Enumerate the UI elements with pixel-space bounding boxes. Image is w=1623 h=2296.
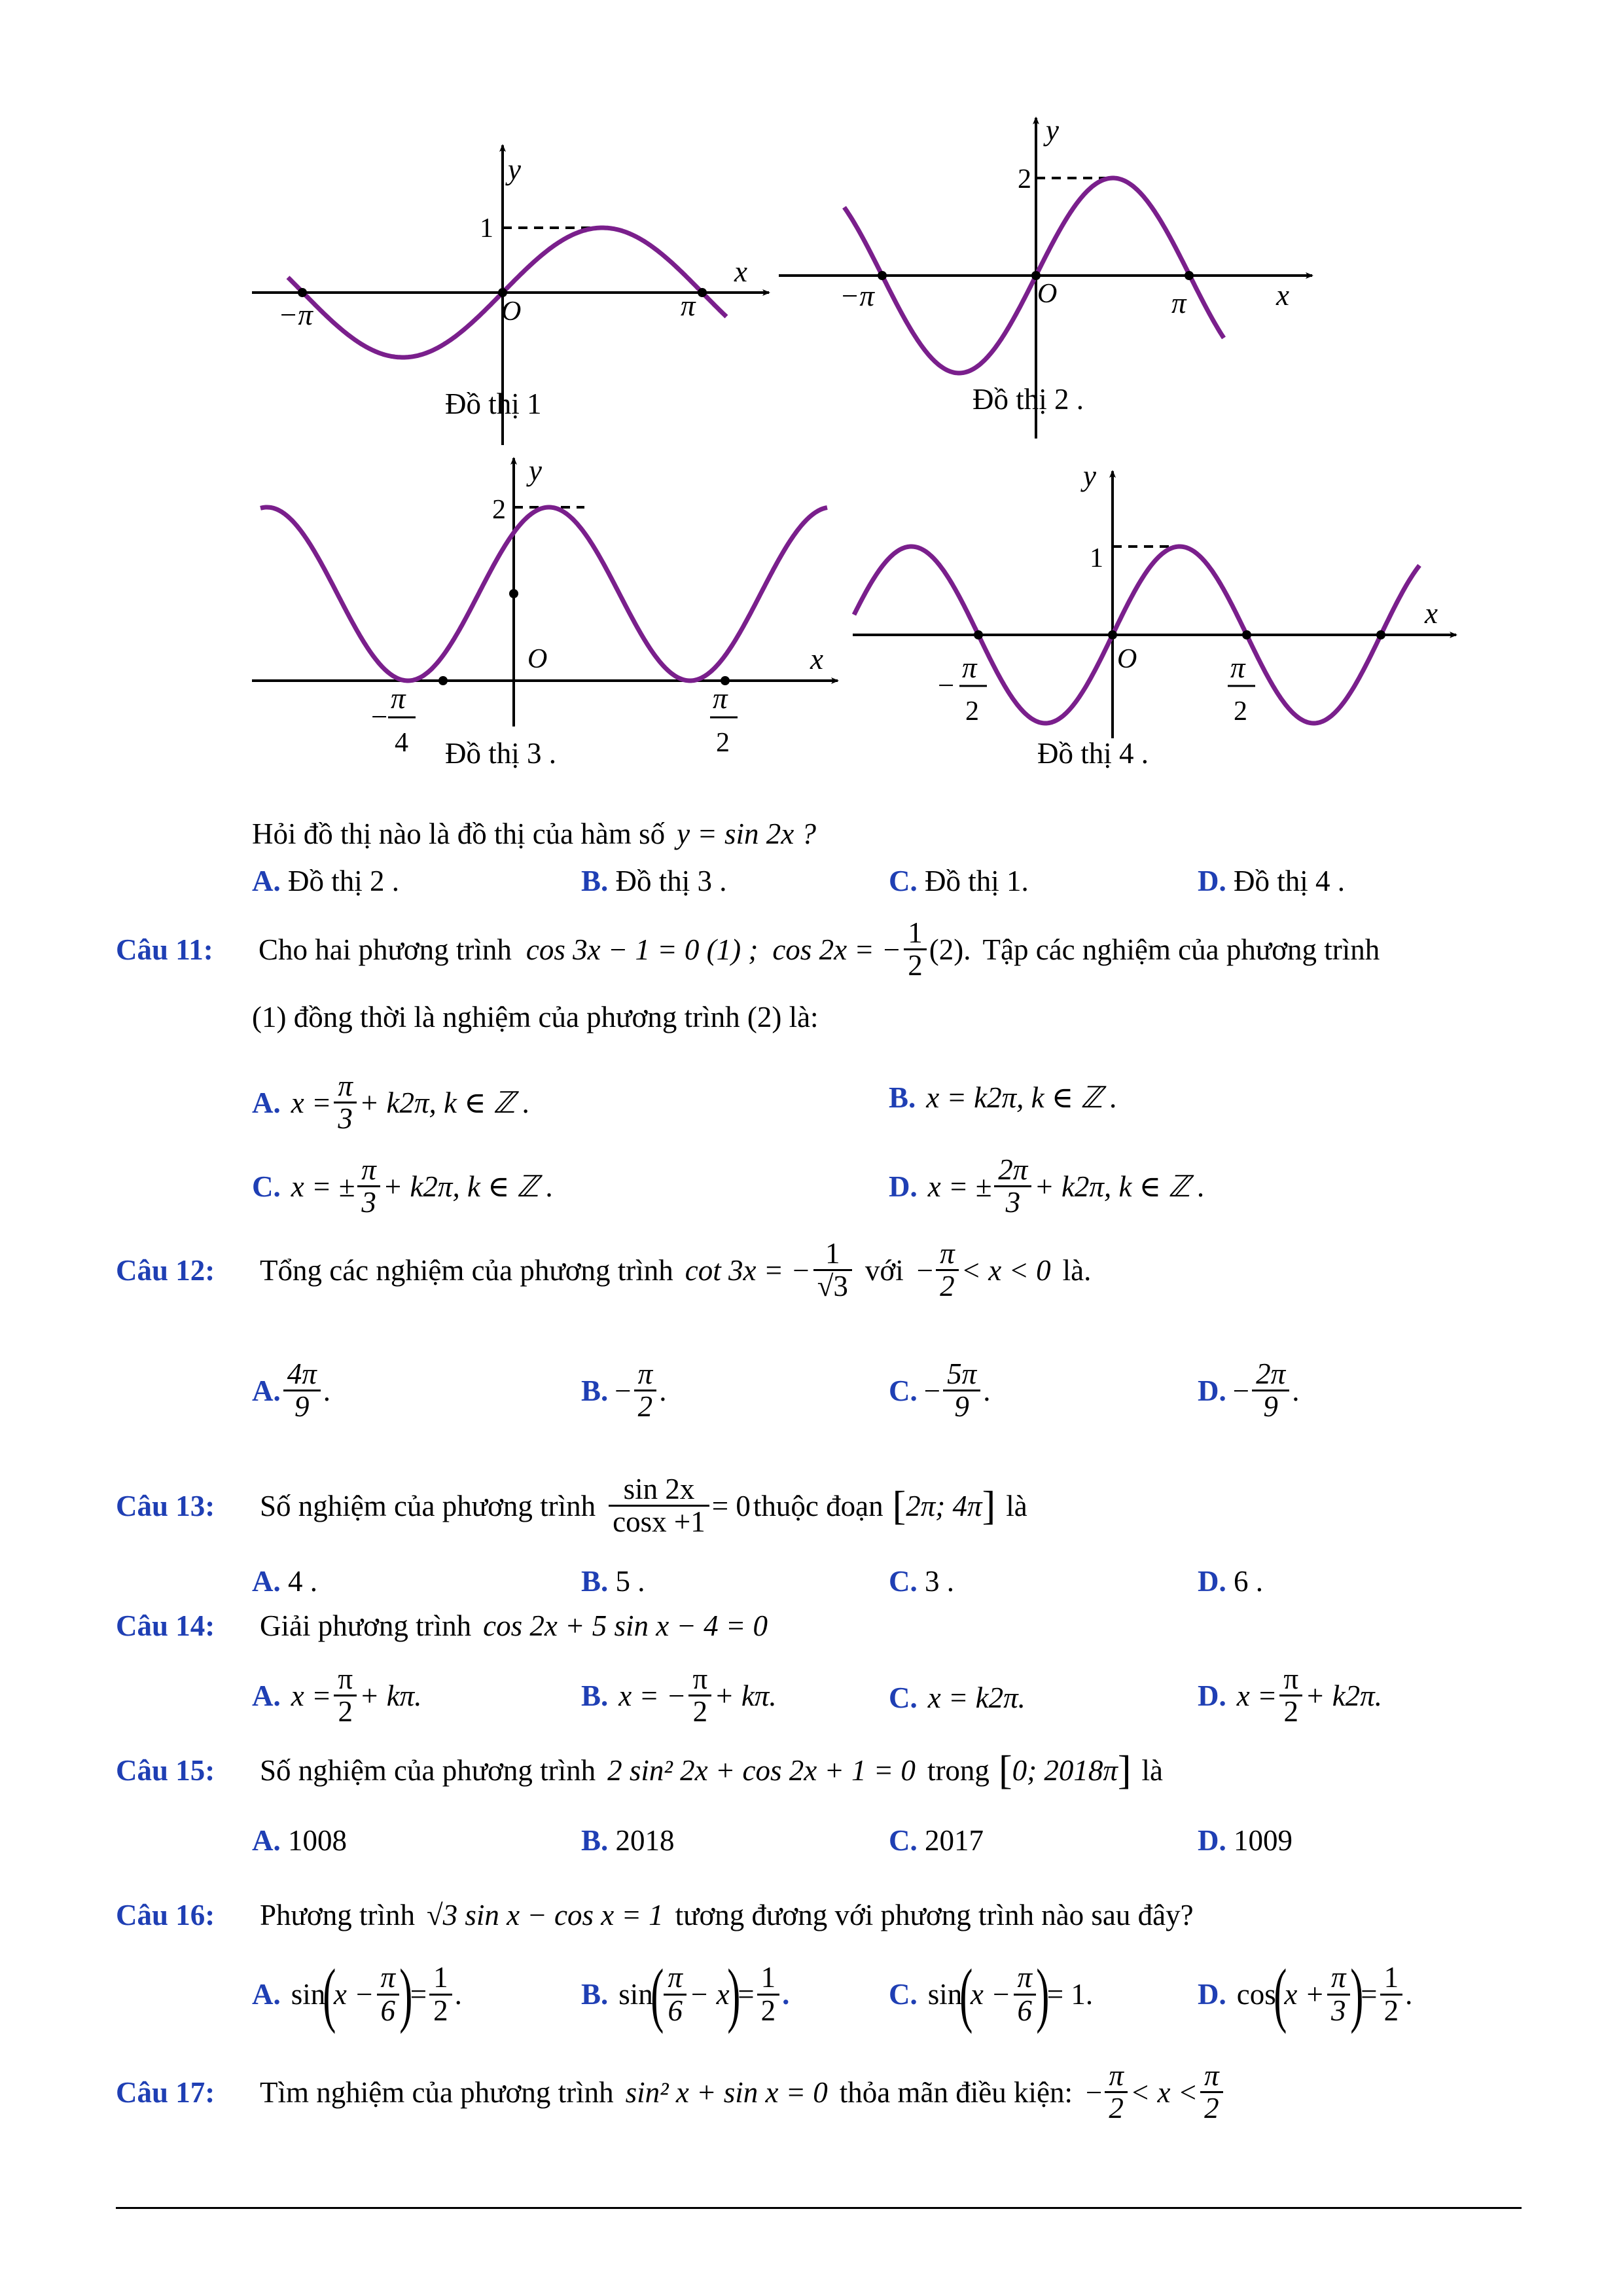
q15-option-a-text: 1008 bbox=[288, 1824, 347, 1857]
q16-option-c-in-den: 6 bbox=[1017, 1994, 1033, 2027]
q13-den: cosx +1 bbox=[613, 1505, 705, 1539]
q13-frac bbox=[609, 1474, 709, 1538]
graph-4-caption: Đồ thị 4 . bbox=[1037, 737, 1149, 770]
graph-1-x-label: x bbox=[734, 255, 747, 288]
q13-stem bbox=[116, 1474, 1027, 1538]
q10-option-b-letter: B. bbox=[581, 865, 609, 897]
graph-3-two-b: 2 bbox=[716, 728, 730, 758]
q11-option-a-pre: x = bbox=[291, 1086, 332, 1119]
graph-1-neg-pi-label: −π bbox=[278, 298, 313, 331]
q12-option-c-post: . bbox=[983, 1374, 991, 1407]
graph-2-pi-label: π bbox=[1171, 287, 1186, 319]
q11-option-d-post: + k2π, k ∈ ℤ . bbox=[1034, 1170, 1205, 1204]
q12-eq-num: 1 bbox=[813, 1238, 852, 1271]
q15-label: Câu 15: bbox=[116, 1754, 215, 1787]
q10-option-b[interactable] bbox=[581, 864, 727, 898]
q16-option-c-in-num: π bbox=[1014, 1962, 1037, 1995]
q11-eq2-num: 1 bbox=[904, 918, 927, 950]
q11-eq2-den: 2 bbox=[908, 949, 923, 982]
q11-option-b-text: x = k2π, k ∈ ℤ . bbox=[926, 1081, 1118, 1114]
q16-eq: √3 sin x − cos x = 1 bbox=[426, 1899, 664, 1931]
graph-4-origin-label: O bbox=[1117, 644, 1137, 674]
graph-1-origin-label: O bbox=[501, 296, 522, 327]
q11-option-a-den: 3 bbox=[338, 1102, 353, 1136]
q16-option-b-post: . bbox=[782, 1978, 790, 2011]
q16-option-b-frac bbox=[757, 1962, 780, 2026]
graph-3-origin-label: O bbox=[527, 644, 548, 674]
q12-cond-pre: − bbox=[916, 1253, 934, 1287]
graph-1-caption: Đồ thị 1 bbox=[445, 387, 542, 420]
q16-option-b-in-den: 6 bbox=[668, 1994, 683, 2027]
graph-4-one-label: 1 bbox=[1090, 543, 1103, 573]
q17-label: Câu 17: bbox=[116, 2075, 215, 2109]
q12-option-a-frac bbox=[283, 1359, 321, 1423]
q12-cond-frac bbox=[936, 1238, 959, 1302]
q16-option-c[interactable] bbox=[889, 1954, 1094, 2034]
q12-text: Tổng các nghiệm của phương trình bbox=[260, 1253, 673, 1287]
q16-option-b-in-frac bbox=[664, 1962, 687, 2026]
q10-option-d[interactable] bbox=[1198, 864, 1345, 898]
q11-eq1: cos 3x − 1 = 0 (1) ; bbox=[526, 933, 758, 966]
q14-option-a[interactable] bbox=[252, 1664, 421, 1728]
q15-option-c[interactable] bbox=[889, 1823, 984, 1857]
q16-option-d-in-num: π bbox=[1327, 1962, 1350, 1995]
q11-option-b-letter: B. bbox=[889, 1081, 916, 1114]
q13-bracket-close: ] bbox=[982, 1483, 996, 1528]
q12-option-a[interactable] bbox=[252, 1359, 330, 1423]
q11-eq2-right: (2). bbox=[929, 933, 971, 966]
q16-label: Câu 16: bbox=[116, 1899, 215, 1931]
q14-option-d-pre: x = bbox=[1236, 1679, 1277, 1712]
q17-text2: thỏa mãn điều kiện: bbox=[839, 2075, 1073, 2109]
q13-option-a-letter: A. bbox=[252, 1565, 281, 1598]
q16-option-c-paren-open: ( bbox=[959, 1954, 973, 2034]
q10-option-c-letter: C. bbox=[889, 865, 918, 897]
q16-option-b-den: 2 bbox=[760, 1994, 776, 2027]
q11-option-c-post: + k2π, k ∈ ℤ . bbox=[382, 1170, 554, 1204]
q14-option-b-pre: x = − bbox=[618, 1679, 687, 1712]
q16-option-d-in-den: 3 bbox=[1331, 1994, 1346, 2027]
q16-option-d[interactable] bbox=[1198, 1954, 1413, 2034]
q13-option-a-text: 4 . bbox=[288, 1565, 317, 1598]
q14-option-a-letter: A. bbox=[252, 1679, 281, 1712]
q16-option-b-in-num: π bbox=[664, 1962, 687, 1995]
q16-option-d-num: 1 bbox=[1380, 1962, 1403, 1995]
q13-tail: là bbox=[1006, 1489, 1027, 1522]
q14-option-a-post: + kπ. bbox=[359, 1679, 422, 1712]
q16-option-a-in-den: 6 bbox=[380, 1994, 396, 2027]
q16-option-c-in-pre: x − bbox=[970, 1978, 1011, 2011]
q13-option-d-letter: D. bbox=[1198, 1565, 1226, 1598]
q16-option-a-in-frac bbox=[377, 1962, 400, 2026]
q16-option-c-in-frac bbox=[1014, 1962, 1037, 2026]
q14-option-b-letter: B. bbox=[581, 1679, 609, 1712]
q16-option-a-paren-close: ) bbox=[399, 1954, 413, 2034]
q16-option-d-paren-open: ( bbox=[1273, 1954, 1287, 2034]
q11-option-d-pre: x = ± bbox=[927, 1170, 992, 1203]
graph-3 bbox=[252, 454, 838, 770]
q16-option-d-letter: D. bbox=[1198, 1978, 1226, 2011]
graph-4-two-a: 2 bbox=[965, 696, 979, 726]
q12-eq-frac bbox=[813, 1238, 852, 1302]
q14-option-d[interactable] bbox=[1198, 1664, 1382, 1728]
q16-stem bbox=[116, 1898, 1194, 1932]
q14-option-d-post: + k2π. bbox=[1305, 1679, 1382, 1712]
graph-3-point-y-intercept bbox=[509, 589, 518, 598]
q16-option-d-in-pre: x + bbox=[1284, 1978, 1325, 2011]
q17-cond-den1: 2 bbox=[1109, 2092, 1124, 2125]
q17-cond-pre: − bbox=[1085, 2075, 1103, 2109]
q13-option-b-text: 5 . bbox=[615, 1565, 645, 1598]
graph-2 bbox=[779, 114, 1312, 439]
q11-line2-text: (1) đồng thời là nghiệm của phương trình (2) là: bbox=[252, 1001, 819, 1033]
q10-question-text: Hỏi đồ thị nào là đồ thị của hàm số bbox=[252, 817, 666, 850]
q14-option-d-num: π bbox=[1279, 1664, 1302, 1696]
q16-option-b-paren-open: ( bbox=[651, 1954, 664, 2034]
q16-option-b-num: 1 bbox=[757, 1962, 780, 1995]
graph-2-x-label: x bbox=[1276, 279, 1289, 312]
q16-option-b-fn: sin bbox=[618, 1978, 653, 2011]
q16-option-b-eq: = bbox=[738, 1978, 755, 2011]
graph-2-neg-pi-label: −π bbox=[840, 279, 874, 312]
q11-eq2-frac bbox=[904, 918, 927, 982]
q11-option-d-num: 2π bbox=[994, 1155, 1031, 1187]
q11-option-c[interactable] bbox=[252, 1155, 554, 1219]
q16-text: Phương trình bbox=[260, 1899, 415, 1931]
q11-option-c-den: 3 bbox=[361, 1186, 376, 1219]
q13-eq: = 0 bbox=[711, 1489, 751, 1522]
q12-option-a-letter: A. bbox=[252, 1374, 281, 1407]
q16-option-b-in-post: − x bbox=[688, 1978, 730, 2011]
q16-option-a-in-num: π bbox=[377, 1962, 400, 1995]
q13-num: sin 2x bbox=[609, 1474, 709, 1507]
q10-option-a[interactable] bbox=[252, 864, 399, 898]
q12-label: Câu 12: bbox=[116, 1253, 215, 1287]
q15-option-c-text: 2017 bbox=[925, 1824, 984, 1857]
graph-2-caption: Đồ thị 2 . bbox=[972, 383, 1084, 416]
q12-option-b-pre: − bbox=[615, 1374, 632, 1407]
q16-option-a-num: 1 bbox=[429, 1962, 452, 1995]
q14-option-d-frac bbox=[1279, 1664, 1302, 1728]
q16-option-c-fn: sin bbox=[927, 1978, 963, 2011]
q12-stem bbox=[116, 1238, 1091, 1302]
q11-option-d[interactable] bbox=[889, 1155, 1205, 1219]
q13-option-b[interactable] bbox=[581, 1564, 645, 1598]
q12-option-c-num: 5π bbox=[943, 1359, 980, 1391]
graph-3-y-label: y bbox=[529, 454, 542, 487]
q16-text2: tương đương với phương trình nào sau đây? bbox=[675, 1899, 1194, 1931]
q14-label: Câu 14: bbox=[116, 1609, 215, 1642]
graph-4-x-label: x bbox=[1425, 597, 1438, 630]
graph-1-point-neg-pi bbox=[298, 288, 307, 297]
q14-option-a-frac bbox=[334, 1664, 357, 1728]
q11-option-c-pre: x = ± bbox=[291, 1170, 355, 1203]
q12-eq-den: √3 bbox=[817, 1270, 848, 1303]
q15-bracket-close: ] bbox=[1117, 1748, 1132, 1793]
graph-2-two-label: 2 bbox=[1018, 164, 1031, 194]
q15-stem bbox=[116, 1750, 1163, 1791]
q16-option-a-in-pre: x − bbox=[333, 1978, 374, 2011]
q15-option-a-letter: A. bbox=[252, 1824, 281, 1857]
q16-option-b-paren-close: ) bbox=[726, 1954, 740, 2034]
q14-option-b-den: 2 bbox=[692, 1695, 708, 1729]
q17-cond-num1: π bbox=[1105, 2060, 1128, 2093]
q14-option-d-den: 2 bbox=[1283, 1695, 1298, 1729]
q11-stem bbox=[116, 918, 1380, 982]
q16-option-d-den: 2 bbox=[1383, 1994, 1399, 2027]
q12-option-c-frac bbox=[943, 1359, 980, 1423]
q14-option-b[interactable] bbox=[581, 1664, 777, 1728]
q15-eq: 2 sin² 2x + cos 2x + 1 = 0 bbox=[607, 1754, 916, 1787]
q17-cond-frac2 bbox=[1200, 2060, 1223, 2125]
graph-2-point-neg-pi bbox=[878, 271, 887, 280]
q14-stem bbox=[116, 1609, 768, 1643]
q12-option-c[interactable] bbox=[889, 1359, 990, 1423]
q11-option-a-post: + k2π, k ∈ ℤ . bbox=[359, 1086, 530, 1120]
q12-option-d[interactable] bbox=[1198, 1359, 1299, 1423]
q12-option-a-den: 9 bbox=[294, 1390, 310, 1424]
graph-3-pi-a: π bbox=[391, 682, 406, 715]
graph-2-origin-label: O bbox=[1037, 279, 1058, 309]
q14-option-b-num: π bbox=[688, 1664, 711, 1696]
q15-text2: trong bbox=[927, 1754, 990, 1787]
q13-option-b-letter: B. bbox=[581, 1565, 609, 1598]
q16-option-d-post: . bbox=[1405, 1978, 1413, 2011]
q13-text: Số nghiệm của phương trình bbox=[260, 1489, 596, 1522]
graphs-figure bbox=[0, 0, 1623, 798]
graph-4-pi-a: π bbox=[962, 651, 977, 684]
q15-option-b-text: 2018 bbox=[615, 1824, 675, 1857]
q17-cond-mid: < x < bbox=[1130, 2075, 1198, 2109]
graph-4-point-neg-pi-2 bbox=[974, 630, 983, 639]
q16-option-d-paren-close: ) bbox=[1349, 1954, 1363, 2034]
q15-option-d-text: 1009 bbox=[1234, 1824, 1293, 1857]
graph-4-y-label: y bbox=[1083, 459, 1096, 492]
q14-option-b-post: + kπ. bbox=[714, 1679, 777, 1712]
q14-option-a-num: π bbox=[334, 1664, 357, 1696]
q10-option-d-text: Đồ thị 4 . bbox=[1234, 865, 1346, 897]
q11-label: Câu 11: bbox=[116, 933, 213, 966]
q15-text: Số nghiệm của phương trình bbox=[260, 1754, 596, 1787]
q14-option-c[interactable] bbox=[889, 1681, 1026, 1715]
graph-4-point-pi bbox=[1376, 630, 1385, 639]
q12-option-d-pre: − bbox=[1232, 1374, 1250, 1407]
graph-3-pi-b: π bbox=[713, 682, 728, 715]
graph-3-caption: Đồ thị 3 . bbox=[445, 737, 557, 770]
q15-option-d[interactable] bbox=[1198, 1823, 1293, 1857]
q16-option-b-letter: B. bbox=[581, 1978, 609, 2011]
q15-interval: 0; 2018π bbox=[1012, 1754, 1118, 1787]
q16-option-c-letter: C. bbox=[889, 1978, 918, 2011]
graph-3-point-neg-pi-4 bbox=[438, 676, 448, 685]
graph-3-four: 4 bbox=[395, 728, 408, 758]
q17-cond-num2: π bbox=[1200, 2060, 1223, 2093]
q16-option-d-frac bbox=[1380, 1962, 1403, 2026]
q17-cond-den2: 2 bbox=[1204, 2092, 1219, 2125]
q12-option-c-letter: C. bbox=[889, 1374, 918, 1407]
q12-cond-den: 2 bbox=[940, 1270, 955, 1303]
q14-option-b-frac bbox=[688, 1664, 711, 1728]
q13-option-d[interactable] bbox=[1198, 1564, 1263, 1598]
q12-option-d-num: 2π bbox=[1252, 1359, 1289, 1391]
q11-text2: Tập các nghiệm của phương trình bbox=[982, 933, 1380, 966]
graph-1-y-label: y bbox=[508, 153, 521, 186]
q15-option-c-letter: C. bbox=[889, 1824, 918, 1857]
q16-option-b[interactable] bbox=[581, 1954, 790, 2034]
q11-option-a-num: π bbox=[334, 1071, 357, 1103]
q17-text: Tìm nghiệm của phương trình bbox=[260, 2075, 614, 2109]
q14-text: Giải phương trình bbox=[260, 1609, 472, 1642]
graph-2-y-label: y bbox=[1046, 114, 1059, 147]
q16-option-d-eq: = bbox=[1361, 1978, 1378, 2011]
q10-function: y = sin 2x ? bbox=[677, 817, 816, 850]
q16-option-a-post: . bbox=[454, 1978, 462, 2011]
q12-option-b-frac bbox=[634, 1359, 657, 1423]
q12-option-d-frac bbox=[1252, 1359, 1289, 1423]
q12-option-d-den: 9 bbox=[1263, 1390, 1278, 1424]
q10-option-a-text: Đồ thị 2 . bbox=[288, 865, 400, 897]
q17-cond-frac1 bbox=[1105, 2060, 1128, 2125]
q12-tail: là. bbox=[1062, 1253, 1092, 1287]
q11-option-a-frac bbox=[334, 1071, 357, 1135]
q10-option-a-letter: A. bbox=[252, 865, 281, 897]
q13-text2: thuộc đoạn bbox=[753, 1489, 883, 1522]
q16-option-a-fn: sin bbox=[291, 1978, 326, 2011]
q15-option-b-letter: B. bbox=[581, 1824, 609, 1857]
q13-bracket-open: [ bbox=[892, 1483, 906, 1528]
q13-option-d-text: 6 . bbox=[1234, 1565, 1263, 1598]
q16-option-a-den: 2 bbox=[433, 1994, 448, 2027]
q12-with: với bbox=[865, 1253, 904, 1287]
q14-option-a-pre: x = bbox=[291, 1679, 332, 1712]
q16-option-a-letter: A. bbox=[252, 1978, 281, 2011]
graph-3-two-label: 2 bbox=[492, 495, 506, 525]
q15-bracket-open: [ bbox=[998, 1748, 1012, 1793]
q10-question bbox=[252, 817, 816, 851]
graph-4-point-origin bbox=[1108, 630, 1117, 639]
q12-cond-num: π bbox=[936, 1238, 959, 1271]
graph-3-neg-sign: − bbox=[371, 700, 388, 733]
q11-option-a-letter: A. bbox=[252, 1086, 281, 1119]
q12-option-b-letter: B. bbox=[581, 1374, 609, 1407]
q12-option-a-num: 4π bbox=[283, 1359, 321, 1391]
q12-option-a-post: . bbox=[323, 1374, 331, 1407]
q10-option-c-text: Đồ thị 1. bbox=[925, 865, 1029, 897]
q11-option-c-frac bbox=[357, 1155, 380, 1219]
q11-eq2-left: cos 2x = − bbox=[772, 933, 902, 966]
graph-1-point-pi bbox=[698, 288, 707, 297]
q17-stem bbox=[116, 2060, 1226, 2125]
graph-2-point-pi bbox=[1185, 271, 1194, 280]
q11-option-d-frac bbox=[994, 1155, 1031, 1219]
q13-option-c-letter: C. bbox=[889, 1565, 918, 1598]
q11-text1: Cho hai phương trình bbox=[259, 933, 512, 966]
q17-eq: sin² x + sin x = 0 bbox=[625, 2075, 828, 2109]
q11-option-c-letter: C. bbox=[252, 1170, 281, 1203]
q14-option-d-letter: D. bbox=[1198, 1679, 1226, 1712]
q11-option-d-den: 3 bbox=[1005, 1186, 1021, 1219]
q14-eq: cos 2x + 5 sin x − 4 = 0 bbox=[483, 1609, 768, 1642]
q10-option-d-letter: D. bbox=[1198, 865, 1226, 897]
q15-option-a[interactable] bbox=[252, 1823, 347, 1857]
q16-option-a-frac bbox=[429, 1962, 452, 2026]
q12-option-b-post: . bbox=[659, 1374, 667, 1407]
q13-option-a[interactable] bbox=[252, 1564, 317, 1598]
q12-option-c-den: 9 bbox=[954, 1390, 969, 1424]
graph-3-x-label: x bbox=[810, 643, 823, 675]
footer-rule bbox=[116, 2207, 1522, 2209]
q16-option-d-fn: cos bbox=[1236, 1978, 1276, 2011]
q12-option-c-pre: − bbox=[923, 1374, 941, 1407]
graph-4 bbox=[853, 459, 1456, 770]
q14-option-c-letter: C. bbox=[889, 1681, 918, 1714]
q11-option-c-num: π bbox=[357, 1155, 380, 1187]
q16-option-d-in-frac bbox=[1327, 1962, 1350, 2026]
q16-option-a-paren-open: ( bbox=[323, 1954, 336, 2034]
q10-option-b-text: Đồ thị 3 . bbox=[615, 865, 727, 897]
q13-option-c-text: 3 . bbox=[925, 1565, 954, 1598]
q13-option-c[interactable] bbox=[889, 1564, 954, 1598]
q12-option-b[interactable] bbox=[581, 1359, 666, 1423]
q16-option-a[interactable] bbox=[252, 1954, 462, 2034]
q16-option-c-post: = 1. bbox=[1046, 1978, 1094, 2011]
q16-option-a-eq: = bbox=[410, 1978, 427, 2011]
q15-option-b[interactable] bbox=[581, 1823, 675, 1857]
graph-1 bbox=[252, 145, 769, 445]
q12-option-b-num: π bbox=[634, 1359, 657, 1391]
q12-cond-post: < x < 0 bbox=[961, 1253, 1051, 1287]
graph-4-neg-sign: − bbox=[938, 669, 955, 702]
q11-option-d-letter: D. bbox=[889, 1170, 918, 1203]
graph-4-pi-b: π bbox=[1230, 651, 1245, 684]
q12-option-d-post: . bbox=[1292, 1374, 1300, 1407]
q14-option-c-text: x = k2π. bbox=[927, 1681, 1026, 1714]
q15-option-d-letter: D. bbox=[1198, 1824, 1226, 1857]
q10-option-c[interactable] bbox=[889, 864, 1029, 898]
graph-1-pi-label: π bbox=[681, 289, 696, 322]
q12-option-d-letter: D. bbox=[1198, 1374, 1226, 1407]
graph-4-point-pi-2 bbox=[1242, 630, 1251, 639]
graph-4-two-b: 2 bbox=[1234, 696, 1247, 726]
q13-label: Câu 13: bbox=[116, 1489, 215, 1522]
graph-1-point-origin bbox=[498, 288, 507, 297]
q12-eq-left: cot 3x = − bbox=[685, 1253, 811, 1287]
q12-option-b-den: 2 bbox=[637, 1390, 653, 1424]
q11-line2 bbox=[252, 1000, 819, 1034]
q11-option-b[interactable] bbox=[889, 1080, 1117, 1115]
q14-option-a-den: 2 bbox=[338, 1695, 353, 1729]
q16-option-c-paren-close: ) bbox=[1036, 1954, 1050, 2034]
q13-interval: 2π; 4π bbox=[906, 1489, 982, 1522]
q11-option-a[interactable] bbox=[252, 1071, 530, 1135]
graph-1-one-label: 1 bbox=[480, 213, 493, 243]
q15-tail: là bbox=[1141, 1754, 1164, 1787]
